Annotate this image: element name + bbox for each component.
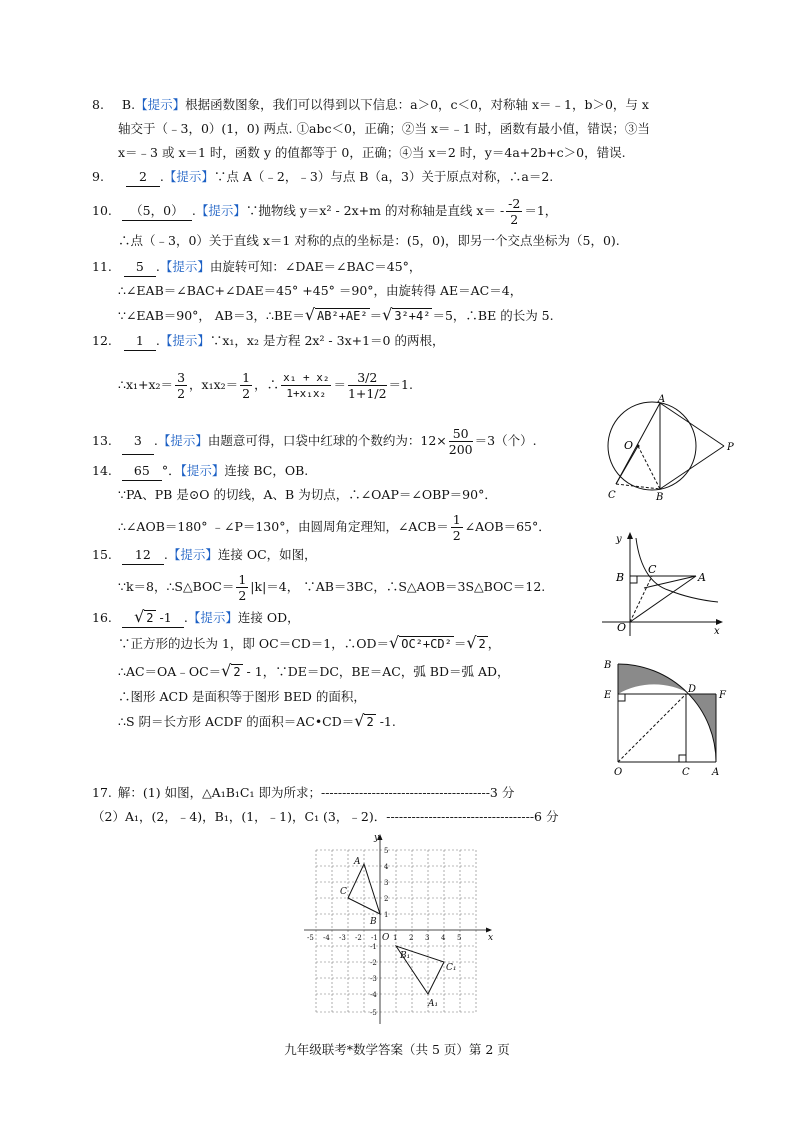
svg-text:5: 5	[457, 934, 462, 942]
q8-line3: x＝﹣3 或 x＝1 时，函数 y 的值都等于 0，正确；④当 x＝2 时，y＝4a+2b+c＞0，错误.	[118, 145, 626, 160]
svg-text:-2: -2	[370, 959, 377, 967]
label-O: O	[382, 933, 390, 943]
label-C: C	[340, 887, 347, 897]
quarter-circle-figure	[600, 656, 730, 780]
label-O: O	[617, 621, 627, 634]
svg-text:2: 2	[409, 934, 414, 942]
svg-text:-4: -4	[370, 991, 377, 999]
q10-line2: ∴点（﹣3，0）关于直线 x＝1 对称的点的坐标是：(5，0)，即另一个交点坐标为（5，0).	[118, 233, 620, 248]
q14-line1: 14. 65 °．【提示】连接 BC，OB.	[92, 462, 308, 481]
q15-answer: 12	[122, 546, 164, 565]
q10-answer: （5，0）	[122, 202, 192, 221]
svg-text:2: 2	[384, 895, 389, 903]
label-A1: A₁	[428, 999, 439, 1009]
label-C: C	[682, 767, 690, 778]
q11-answer: 5	[124, 258, 156, 277]
svg-text:-1: -1	[371, 934, 378, 942]
page-footer: 九年级联考*数学答案（共 5 页）第 2 页	[284, 1042, 510, 1057]
svg-text:5: 5	[384, 847, 389, 855]
svg-text:-4: -4	[323, 934, 330, 942]
label-x: x	[714, 626, 720, 637]
q11-line3: ∵∠EAB＝90°， AB＝3，∴BE＝√ AB²+AE² ＝√ 3²+4² ＝5，∴BE 的长为 5.	[118, 305, 554, 324]
label-x: x	[488, 933, 494, 943]
hint-tag: 【提示】	[135, 97, 186, 112]
label-A: A	[712, 767, 720, 778]
q15-line2: ∵k＝8，∴S△BOC＝ $\frac{1}{2}$ |k|＝4， ∵AB＝3BC，∴S△AOB＝3S△BOC＝12.	[118, 572, 546, 603]
q11-line1: 11. 5 .【提示】由旋转可知：∠DAE＝∠BAC＝45°，	[92, 258, 421, 277]
label-D: D	[688, 684, 697, 695]
q16-line3: ∴AC＝OA﹣OC＝√ 2 - 1，∵DE＝DC，BE＝AC，弧 BD＝弧 AD，	[118, 661, 510, 680]
svg-text:-5: -5	[370, 1009, 377, 1017]
circle-tangent-figure	[588, 394, 738, 506]
label-E: E	[604, 690, 612, 701]
q15-line1: 15. 12 .【提示】连接 OC，如图，	[92, 546, 317, 565]
svg-text:-3: -3	[339, 934, 346, 942]
hyperbola-figure	[598, 530, 728, 640]
svg-text:1: 1	[384, 911, 389, 919]
q16-line5: ∴S 阴＝长方形 ACDF 的面积＝AC•CD＝√ 2 -1.	[118, 711, 396, 730]
label-B: B	[370, 917, 377, 927]
svg-text:-5: -5	[307, 934, 314, 942]
label-O: O	[614, 767, 623, 778]
q16-line4: ∴图形 ACD 是面积等于图形 BED 的面积，	[118, 689, 366, 704]
q17-line2: （2）A₁，(2，﹣4)，B₁，(1，﹣1)，C₁ (3，﹣2)．-----------------------------------6 分	[92, 809, 559, 824]
svg-text:4: 4	[384, 863, 389, 871]
q13-answer: 3	[122, 428, 154, 455]
svg-text:3: 3	[384, 879, 389, 887]
q12-answer: 1	[124, 332, 156, 351]
q14-line2: ∵PA、PB 是⊙O 的切线，A、B 为切点，∴∠OAP＝∠OBP＝90°．	[118, 487, 497, 502]
label-B: B	[616, 571, 625, 584]
label-C: C	[648, 563, 657, 576]
svg-text:-1: -1	[370, 943, 377, 951]
q13: 13. 3 .【提示】由题意可得，口袋中红球的个数约为：12× $\frac{50}{200}$ ＝3（个）.	[92, 426, 537, 457]
q12-line1: 12. 1 .【提示】∵x₁，x₂ 是方程 2x² - 3x+1＝0 的两根，	[92, 332, 444, 351]
q9: 9. 2 .【提示】∵点 A（﹣2，﹣3）与点 B（a，3）关于原点对称，∴a＝2.	[92, 168, 553, 187]
label-O: O	[624, 439, 634, 452]
q16-line2: ∵正方形的边长为 1，即 OC＝CD＝1，∴OD＝√ OC²+CD² ＝√ 2 ，	[118, 633, 501, 652]
label-B1: B₁	[400, 951, 411, 961]
svg-text:-3: -3	[370, 975, 377, 983]
q12-line2: ∴x₁+x₂＝ $\frac{3}{2}$ ，x₁x₂＝ $\frac{1}{2}$ ，∴ $\frac{\text{x₁ + x₂}}{\text{1+x₁x₂}}$ ＝ $\frac{3/2}{1+1/2}$ ＝1.	[118, 370, 413, 401]
label-B: B	[604, 660, 612, 671]
label-A: A	[698, 571, 706, 584]
q10-line1: 10. （5，0） .【提示】∵抛物线 y＝x² - 2x+m 的对称轴是直线 x＝ - $\frac{-2}{2}$ ＝1，	[92, 196, 558, 227]
q16-line1: 16. √ 2 -1 .【提示】连接 OD，	[92, 607, 300, 626]
label-A: A	[658, 394, 666, 405]
label-F: F	[719, 690, 726, 701]
q14-line3: ∴∠AOB＝180° ﹣∠P＝130°，由圆周角定理知，∠ACB＝ $\frac{1}{2}$ ∠AOB＝65°．	[118, 512, 551, 543]
svg-text:-2: -2	[355, 934, 362, 942]
svg-text:4: 4	[441, 934, 446, 942]
grid-figure	[304, 832, 500, 1030]
label-y: y	[374, 833, 380, 843]
q14-answer: 65	[122, 462, 162, 481]
label-C1: C₁	[446, 963, 457, 973]
label-C: C	[608, 490, 616, 501]
q16-answer: √ 2 -1	[122, 608, 184, 628]
q8-line1: 8. B.【提示】根据函数图象，我们可以得到以下信息：a＞0，c＜0，对称轴 x＝﹣1，b＞0，与 x	[92, 97, 649, 112]
q17-line1: 17. 解：(1) 如图，△A₁B₁C₁ 即为所求；----------------------------------------3 分	[92, 785, 515, 800]
q8-line2: 轴交于（﹣3，0）(1，0) 两点. ①abc＜0，正确；②当 x＝﹣1 时，函数有最小值，错误；③当	[118, 121, 650, 136]
svg-text:1: 1	[393, 934, 398, 942]
label-y: y	[616, 534, 622, 545]
label-P: P	[727, 442, 734, 453]
q8-answer: B.	[121, 97, 136, 112]
label-B: B	[656, 492, 664, 503]
svg-text:3: 3	[425, 934, 430, 942]
q9-answer: 2	[126, 168, 160, 187]
q11-line2: ∴∠EAB＝∠BAC+∠DAE＝45° +45° ＝90°，由旋转得 AE＝AC＝4，	[118, 283, 523, 298]
label-A: A	[354, 857, 361, 867]
